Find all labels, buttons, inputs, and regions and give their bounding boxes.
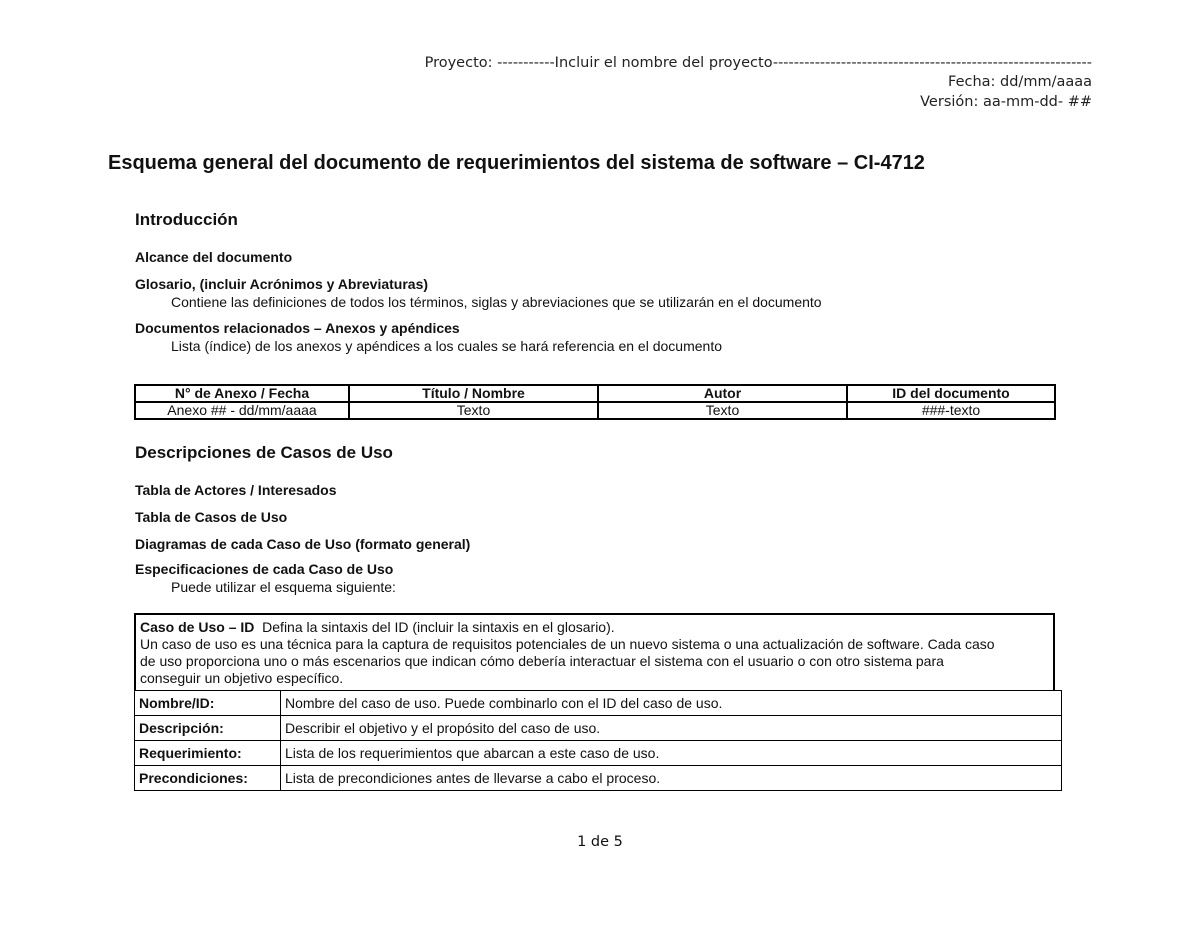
annex-header-number-date: N° de Anexo / Fecha	[135, 385, 349, 402]
annex-header-doc-id: ID del documento	[847, 385, 1055, 402]
annex-cell-doc-id: ###-texto	[847, 402, 1055, 419]
use-case-explanation-line-1: Un caso de uso es una técnica para la captura de requisitos potenciales de un nuevo sistema o una actualización de software. Cada caso	[140, 636, 995, 652]
annex-table-header-row	[135, 385, 1055, 402]
page-number: 1 de 5	[577, 834, 623, 850]
use-case-specs-subheading: Especificaciones de cada Caso de Uso	[135, 561, 394, 577]
scope-subheading: Alcance del documento	[135, 249, 293, 265]
use-case-id-label: Caso de Uso – ID	[140, 619, 255, 635]
header-version: Versión: aa-mm-dd- ##	[920, 94, 1092, 110]
table-row	[135, 716, 1062, 741]
uc-key-preconditions: Precondiciones:	[135, 766, 281, 791]
glossary-description: Contiene las definiciones de todos los términos, siglas y abreviaciones que se utilizarán en el documento	[171, 294, 822, 310]
uc-key-description: Descripción:	[135, 716, 281, 741]
annex-header-author: Autor	[598, 385, 847, 402]
annex-header-title: Título / Nombre	[349, 385, 598, 402]
table-row	[135, 402, 1055, 419]
section-use-cases-heading: Descripciones de Casos de Uso	[135, 443, 393, 462]
glossary-subheading: Glosario, (incluir Acrónimos y Abreviaturas)	[135, 276, 429, 292]
actors-table-subheading: Tabla de Actores / Interesados	[135, 482, 337, 498]
table-row	[135, 766, 1062, 791]
annex-cell-number-date: Anexo ## - dd/mm/aaaa	[135, 402, 349, 419]
section-intro-heading: Introducción	[135, 210, 238, 229]
annex-cell-title: Texto	[349, 402, 598, 419]
uc-key-requirement: Requerimiento:	[135, 741, 281, 766]
header-project: Proyecto: -----------Incluir el nombre del proyecto-------------------------------------------------------------	[424, 55, 1092, 71]
document-title: Esquema general del documento de requerimientos del sistema de software – CI-4712	[108, 152, 925, 174]
use-case-template-table	[134, 690, 1062, 791]
table-row	[135, 691, 1062, 716]
use-case-explanation-line-3: conseguir un objetivo específico.	[140, 670, 344, 686]
annex-cell-author: Texto	[598, 402, 847, 419]
use-case-id-line	[140, 619, 1049, 636]
uc-value-requirement: Lista de los requerimientos que abarcan a este caso de uso.	[281, 741, 1062, 766]
use-case-diagrams-subheading: Diagramas de cada Caso de Uso (formato general)	[135, 536, 471, 552]
uc-value-description: Describir el objetivo y el propósito del caso de uso.	[281, 716, 1062, 741]
header-date: Fecha: dd/mm/aaaa	[948, 74, 1092, 90]
use-case-specs-description: Puede utilizar el esquema siguiente:	[171, 579, 396, 595]
related-docs-description: Lista (índice) de los anexos y apéndices a los cuales se hará referencia en el documento	[171, 338, 722, 354]
uc-key-name-id: Nombre/ID:	[135, 691, 281, 716]
use-case-table-subheading: Tabla de Casos de Uso	[135, 509, 288, 525]
use-case-explanation-line-2: de uso proporciona uno o más escenarios que indican cómo debería interactuar el sistema con el usuario o con otro sistema para	[140, 653, 944, 669]
use-case-template-header	[134, 613, 1055, 690]
related-docs-subheading: Documentos relacionados – Anexos y apéndices	[135, 320, 460, 336]
use-case-id-description: Defina la sintaxis del ID (incluir la sintaxis en el glosario).	[262, 619, 615, 635]
uc-value-preconditions: Lista de precondiciones antes de llevarse a cabo el proceso.	[281, 766, 1062, 791]
table-row	[135, 741, 1062, 766]
uc-value-name-id: Nombre del caso de uso. Puede combinarlo con el ID del caso de uso.	[281, 691, 1062, 716]
annex-table	[134, 384, 1056, 420]
